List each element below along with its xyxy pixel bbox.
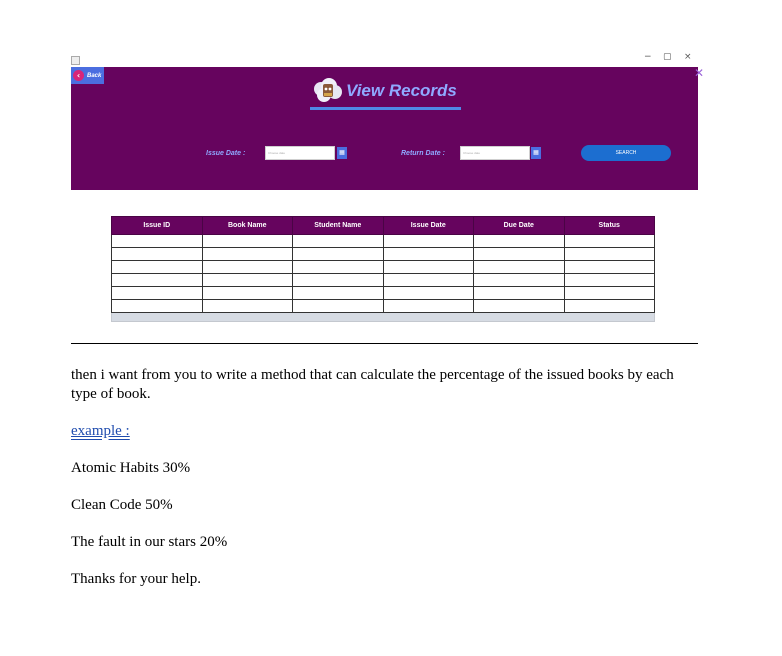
column-header[interactable]: Issue Date	[383, 217, 474, 235]
example-item: Atomic Habits 30%	[71, 460, 191, 476]
library-logo-icon	[312, 78, 342, 104]
table-row[interactable]	[112, 248, 655, 261]
column-header[interactable]: Status	[564, 217, 655, 235]
records-table	[111, 216, 655, 322]
calendar-icon[interactable]: ▦	[531, 147, 541, 159]
calendar-icon[interactable]: ▦	[337, 147, 347, 159]
table-row[interactable]	[112, 235, 655, 248]
column-header[interactable]: Issue ID	[112, 217, 203, 235]
close-window-button[interactable]: ×	[684, 52, 692, 62]
closing-text: Thanks for your help.	[71, 571, 201, 587]
table-row[interactable]	[112, 300, 655, 313]
maximize-button[interactable]: ▢	[663, 52, 672, 62]
example-link: example :	[71, 423, 130, 439]
issue-date-label: Issue Date :	[206, 150, 246, 157]
back-button-label: Back	[87, 72, 102, 79]
example-heading	[71, 422, 130, 441]
back-arrow-icon: ‹	[73, 70, 84, 81]
column-header[interactable]: Due Date	[474, 217, 565, 235]
table-row[interactable]	[112, 274, 655, 287]
horizontal-rule	[71, 343, 698, 344]
table-scrollbar-row[interactable]	[112, 313, 655, 322]
search-button[interactable]: SEARCH	[581, 145, 671, 161]
close-icon[interactable]: ✕	[693, 66, 704, 80]
issue-date-input[interactable]: Choose date	[265, 146, 335, 160]
column-header[interactable]: Student Name	[293, 217, 384, 235]
page-title: View Records	[346, 81, 457, 100]
back-button[interactable]	[71, 67, 104, 84]
return-date-label: Return Date :	[401, 150, 445, 157]
app-window-icon	[71, 56, 80, 65]
return-date-input[interactable]: Choose date	[460, 146, 530, 160]
example-item: The fault in our stars 20%	[71, 534, 228, 550]
column-header[interactable]: Book Name	[202, 217, 293, 235]
title-underline	[310, 107, 461, 110]
example-item: Clean Code 50%	[71, 497, 173, 513]
minimize-button[interactable]: −	[644, 52, 652, 62]
question-text: then i want from you to write a method that can calculate the percentage of the issued books by each type of book.	[71, 367, 674, 402]
header-banner	[71, 66, 704, 190]
table-row[interactable]	[112, 287, 655, 300]
table-row[interactable]	[112, 261, 655, 274]
table-header-row	[112, 217, 655, 235]
